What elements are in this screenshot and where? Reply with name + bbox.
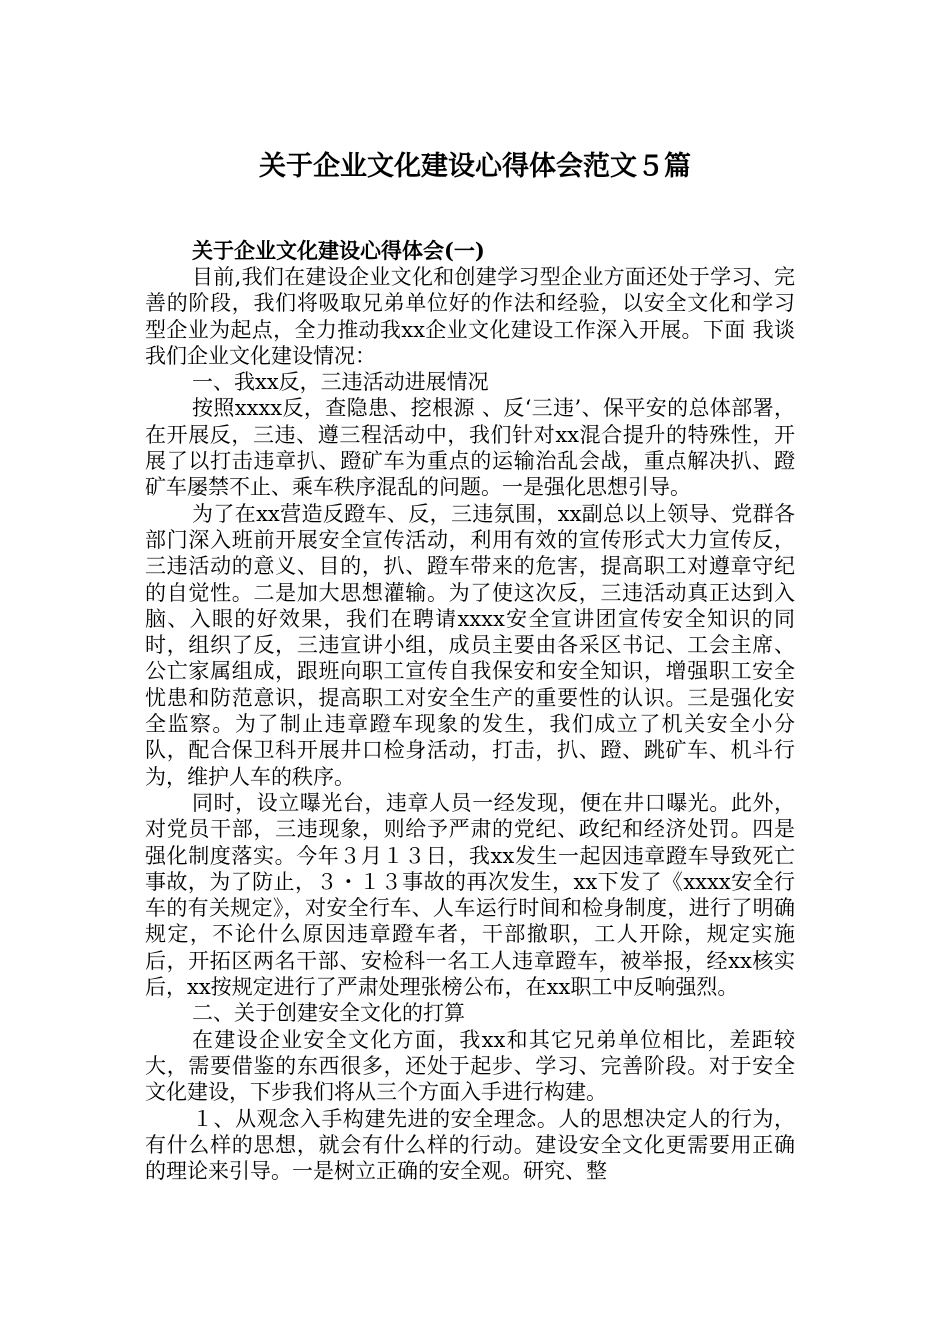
paragraph-publicity: 为了在xx营造反蹬车、反，三违氛围，xx副总以上领导、党群各部门深入班前开展安全宣传活动，利用有效的宣传形式大力宣传反，三违活动的意义、目的，扒、蹬车带来的危害，提高职工对遵章守纪的自觉性。二是加大思想灌输。为了使这次反，三违活动真正达到入脑、入眼的好效果，我们在聘请xxxx安全宣讲团宣传安全知识的同时，组织了反，三违宣讲小组，成员主要由各采区书记、工会主席、公亡家属组成，跟班向职工宣传自我保安和安全知识，增强职工安全忧患和防范意识，提高职工对安全生产的重要性的认识。三是强化安全监察。为了制止违章蹬车现象的发生，我们成立了机关安全小分队，配合保卫科开展井口检身活动，打击，扒、蹬、跳矿车、机斗行为，维护人车的秩序。 (145, 501, 795, 789)
paragraph-subheading-plan: 二、关于创建安全文化的打算 (192, 1001, 465, 1026)
document-title: 关于企业文化建设心得体会范文５篇 (259, 151, 691, 182)
paragraph-subheading-progress: 一、我xx反，三违活动进展情况 (192, 370, 489, 395)
paragraph-exposure: 同时，设立曝光台，违章人员一经发现，便在井口曝光。此外，对党员干部，三违现象，则给予严肃的党纪、政纪和经济处罚。四是强化制度落实。今年３月１３日，我xx发生一起因违章蹬车导致死亡事故，为了防止，３・１３事故的再次发生，xx下发了《xxxx安全行车的有关规定》，对安全行车、人车运行时间和检身制度，进行了明确规定，不论什么原因违章蹬车者，干部撤职，工人开除，规定实施后，开拓区两名干部、安检科一名工人违章蹬车，被举报，经xx核实后，xx按规定进行了严肃处理张榜公布，在xx职工中反响强烈。 (145, 790, 795, 1000)
paragraph-concept: １、从观念入手构建先进的安全理念。人的思想决定人的行为，有什么样的思想，就会有什么样的行动。建设安全文化更需要用正确的理论来引导。一是树立正确的安全观。研究、整 (145, 1106, 795, 1184)
section-heading: 关于企业文化建设心得体会(一) (192, 238, 485, 263)
paragraph-intro: 目前,我们在建设企业文化和创建学习型企业方面还处于学习、完善的阶段，我们将吸取兄弟单位好的作法和经验，以安全文化和学习型企业为起点，全力推动我xx企业文化建设工作深入开展。下面 我谈我们企业文化建设情况： (145, 265, 795, 368)
paragraph-plan: 在建设企业安全文化方面，我xx和其它兄弟单位相比，差距较大，需要借鉴的东西很多，还处于起步、学习、完善阶段。对于安全 文化建设，下步我们将从三个方面入手进行构建。 (145, 1027, 795, 1105)
paragraph-deployment: 按照xxxx反，查隐患、挖根源 、反‘三违’、保平安的总体部署，在开展反，三违、遵三程活动中，我们针对xx混合提升的特殊性，开展了以打击违章扒、蹬矿车为重点的运输治乱会战，重点解决扒、蹬矿车屡禁不止、乘车秩序混乱的问题。一是强化思想引导。 (145, 396, 795, 500)
document-body (145, 238, 795, 1184)
